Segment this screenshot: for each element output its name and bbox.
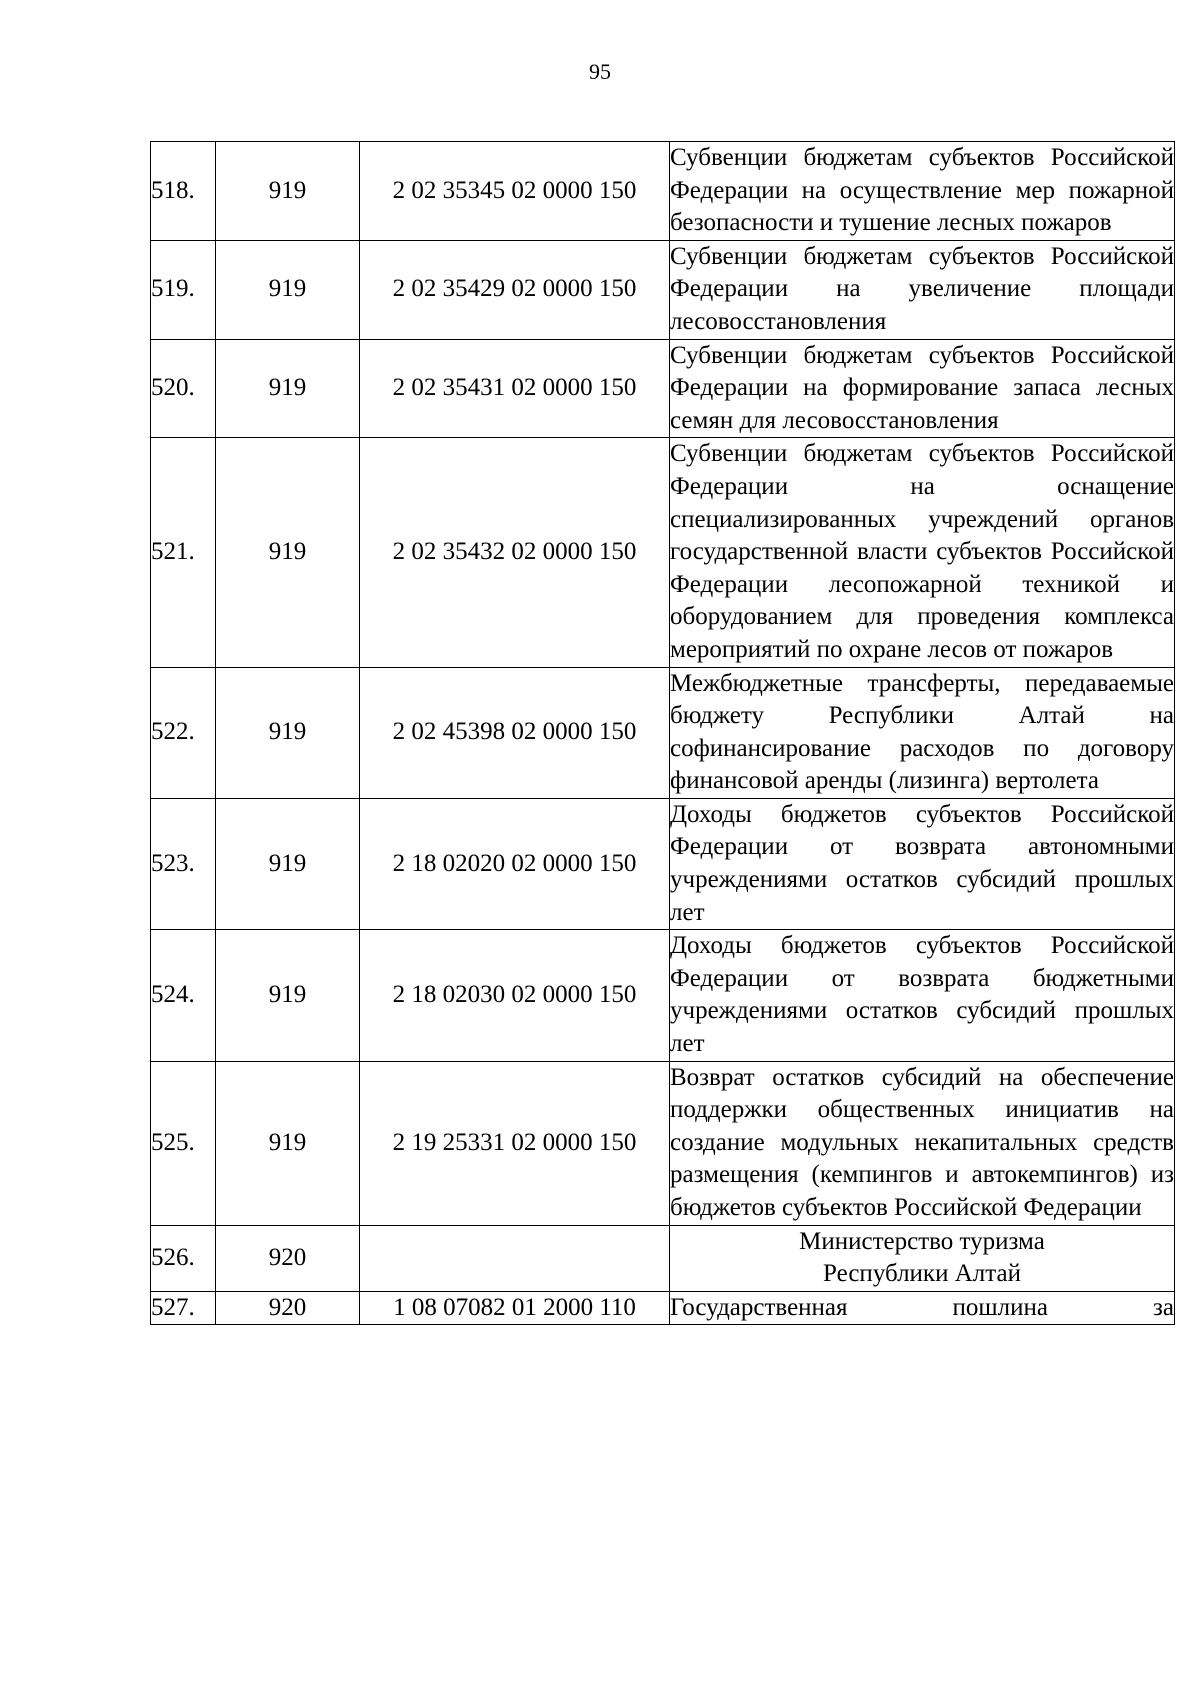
budget-classification-code: 2 02 35431 02 0000 150 xyxy=(360,339,670,438)
table-row xyxy=(151,930,1175,1061)
admin-code: 919 xyxy=(216,240,360,339)
budget-classification-code xyxy=(360,1225,670,1291)
row-number: 520. xyxy=(151,339,216,438)
row-number: 522. xyxy=(151,667,216,798)
admin-code: 919 xyxy=(216,930,360,1061)
budget-classification-code: 1 08 07082 01 2000 110 xyxy=(360,1291,670,1325)
table-row xyxy=(151,1061,1175,1225)
budget-classification-code: 2 02 45398 02 0000 150 xyxy=(360,667,670,798)
row-number: 518. xyxy=(151,142,216,241)
budget-classification-code: 2 02 35345 02 0000 150 xyxy=(360,142,670,241)
revenue-description: Доходы бюджетов субъектов Российской Федерации от возврата бюджетными учреждениями остатков субсидий прошлых лет xyxy=(670,930,1175,1061)
table-row xyxy=(151,1225,1175,1291)
budget-classification-code: 2 18 02020 02 0000 150 xyxy=(360,798,670,929)
admin-code: 919 xyxy=(216,1061,360,1225)
budget-codes-table xyxy=(150,141,1175,1325)
admin-code: 919 xyxy=(216,438,360,667)
row-number: 524. xyxy=(151,930,216,1061)
row-number: 527. xyxy=(151,1291,216,1325)
table-row xyxy=(151,438,1175,667)
admin-code: 920 xyxy=(216,1225,360,1291)
revenue-description: Государственная пошлина за xyxy=(670,1291,1175,1325)
ministry-heading xyxy=(670,1225,1175,1291)
table-row xyxy=(151,1291,1175,1325)
revenue-description: Субвенции бюджетам субъектов Российской Федерации на осуществление мер пожарной безопасности и тушение лесных пожаров xyxy=(670,142,1175,241)
row-number: 526. xyxy=(151,1225,216,1291)
row-number: 525. xyxy=(151,1061,216,1225)
revenue-description: Субвенции бюджетам субъектов Российской Федерации на увеличение площади лесовосстановления xyxy=(670,240,1175,339)
revenue-description: Субвенции бюджетам субъектов Российской Федерации на оснащение специализированных учреждений органов государственной власти субъектов Российской Федерации лесопожарной техникой и оборудованием для проведения комплекса мероприятий по охране лесов от пожаров xyxy=(670,438,1175,667)
revenue-description: Субвенции бюджетам субъектов Российской Федерации на формирование запаса лесных семян для лесовосстановления xyxy=(670,339,1175,438)
budget-classification-code: 2 02 35429 02 0000 150 xyxy=(360,240,670,339)
table-row xyxy=(151,798,1175,929)
page-number: 95 xyxy=(589,59,611,84)
admin-code: 919 xyxy=(216,339,360,438)
ministry-heading-line-2: Республики Алтай xyxy=(823,1260,1021,1288)
budget-classification-code: 2 18 02030 02 0000 150 xyxy=(360,930,670,1061)
table-row xyxy=(151,339,1175,438)
admin-code: 919 xyxy=(216,798,360,929)
ministry-heading-line-1: Министерство туризма xyxy=(799,1227,1045,1255)
table-row xyxy=(151,240,1175,339)
admin-code: 919 xyxy=(216,142,360,241)
row-number: 521. xyxy=(151,438,216,667)
table-row xyxy=(151,142,1175,241)
table-row xyxy=(151,667,1175,798)
admin-code: 919 xyxy=(216,667,360,798)
revenue-description: Возврат остатков субсидий на обеспечение поддержки общественных инициатив на создание модульных некапитальных средств размещения (кемпингов и автокемпингов) из бюджетов субъектов Российской Федерации xyxy=(670,1061,1175,1225)
admin-code: 920 xyxy=(216,1291,360,1325)
row-number: 519. xyxy=(151,240,216,339)
budget-classification-code: 2 02 35432 02 0000 150 xyxy=(360,438,670,667)
row-number: 523. xyxy=(151,798,216,929)
revenue-description: Доходы бюджетов субъектов Российской Федерации от возврата автономными учреждениями остатков субсидий прошлых лет xyxy=(670,798,1175,929)
revenue-description: Межбюджетные трансферты, передаваемые бюджету Республики Алтай на софинансирование расходов по договору финансовой аренды (лизинга) вертолета xyxy=(670,667,1175,798)
budget-classification-code: 2 19 25331 02 0000 150 xyxy=(360,1061,670,1225)
